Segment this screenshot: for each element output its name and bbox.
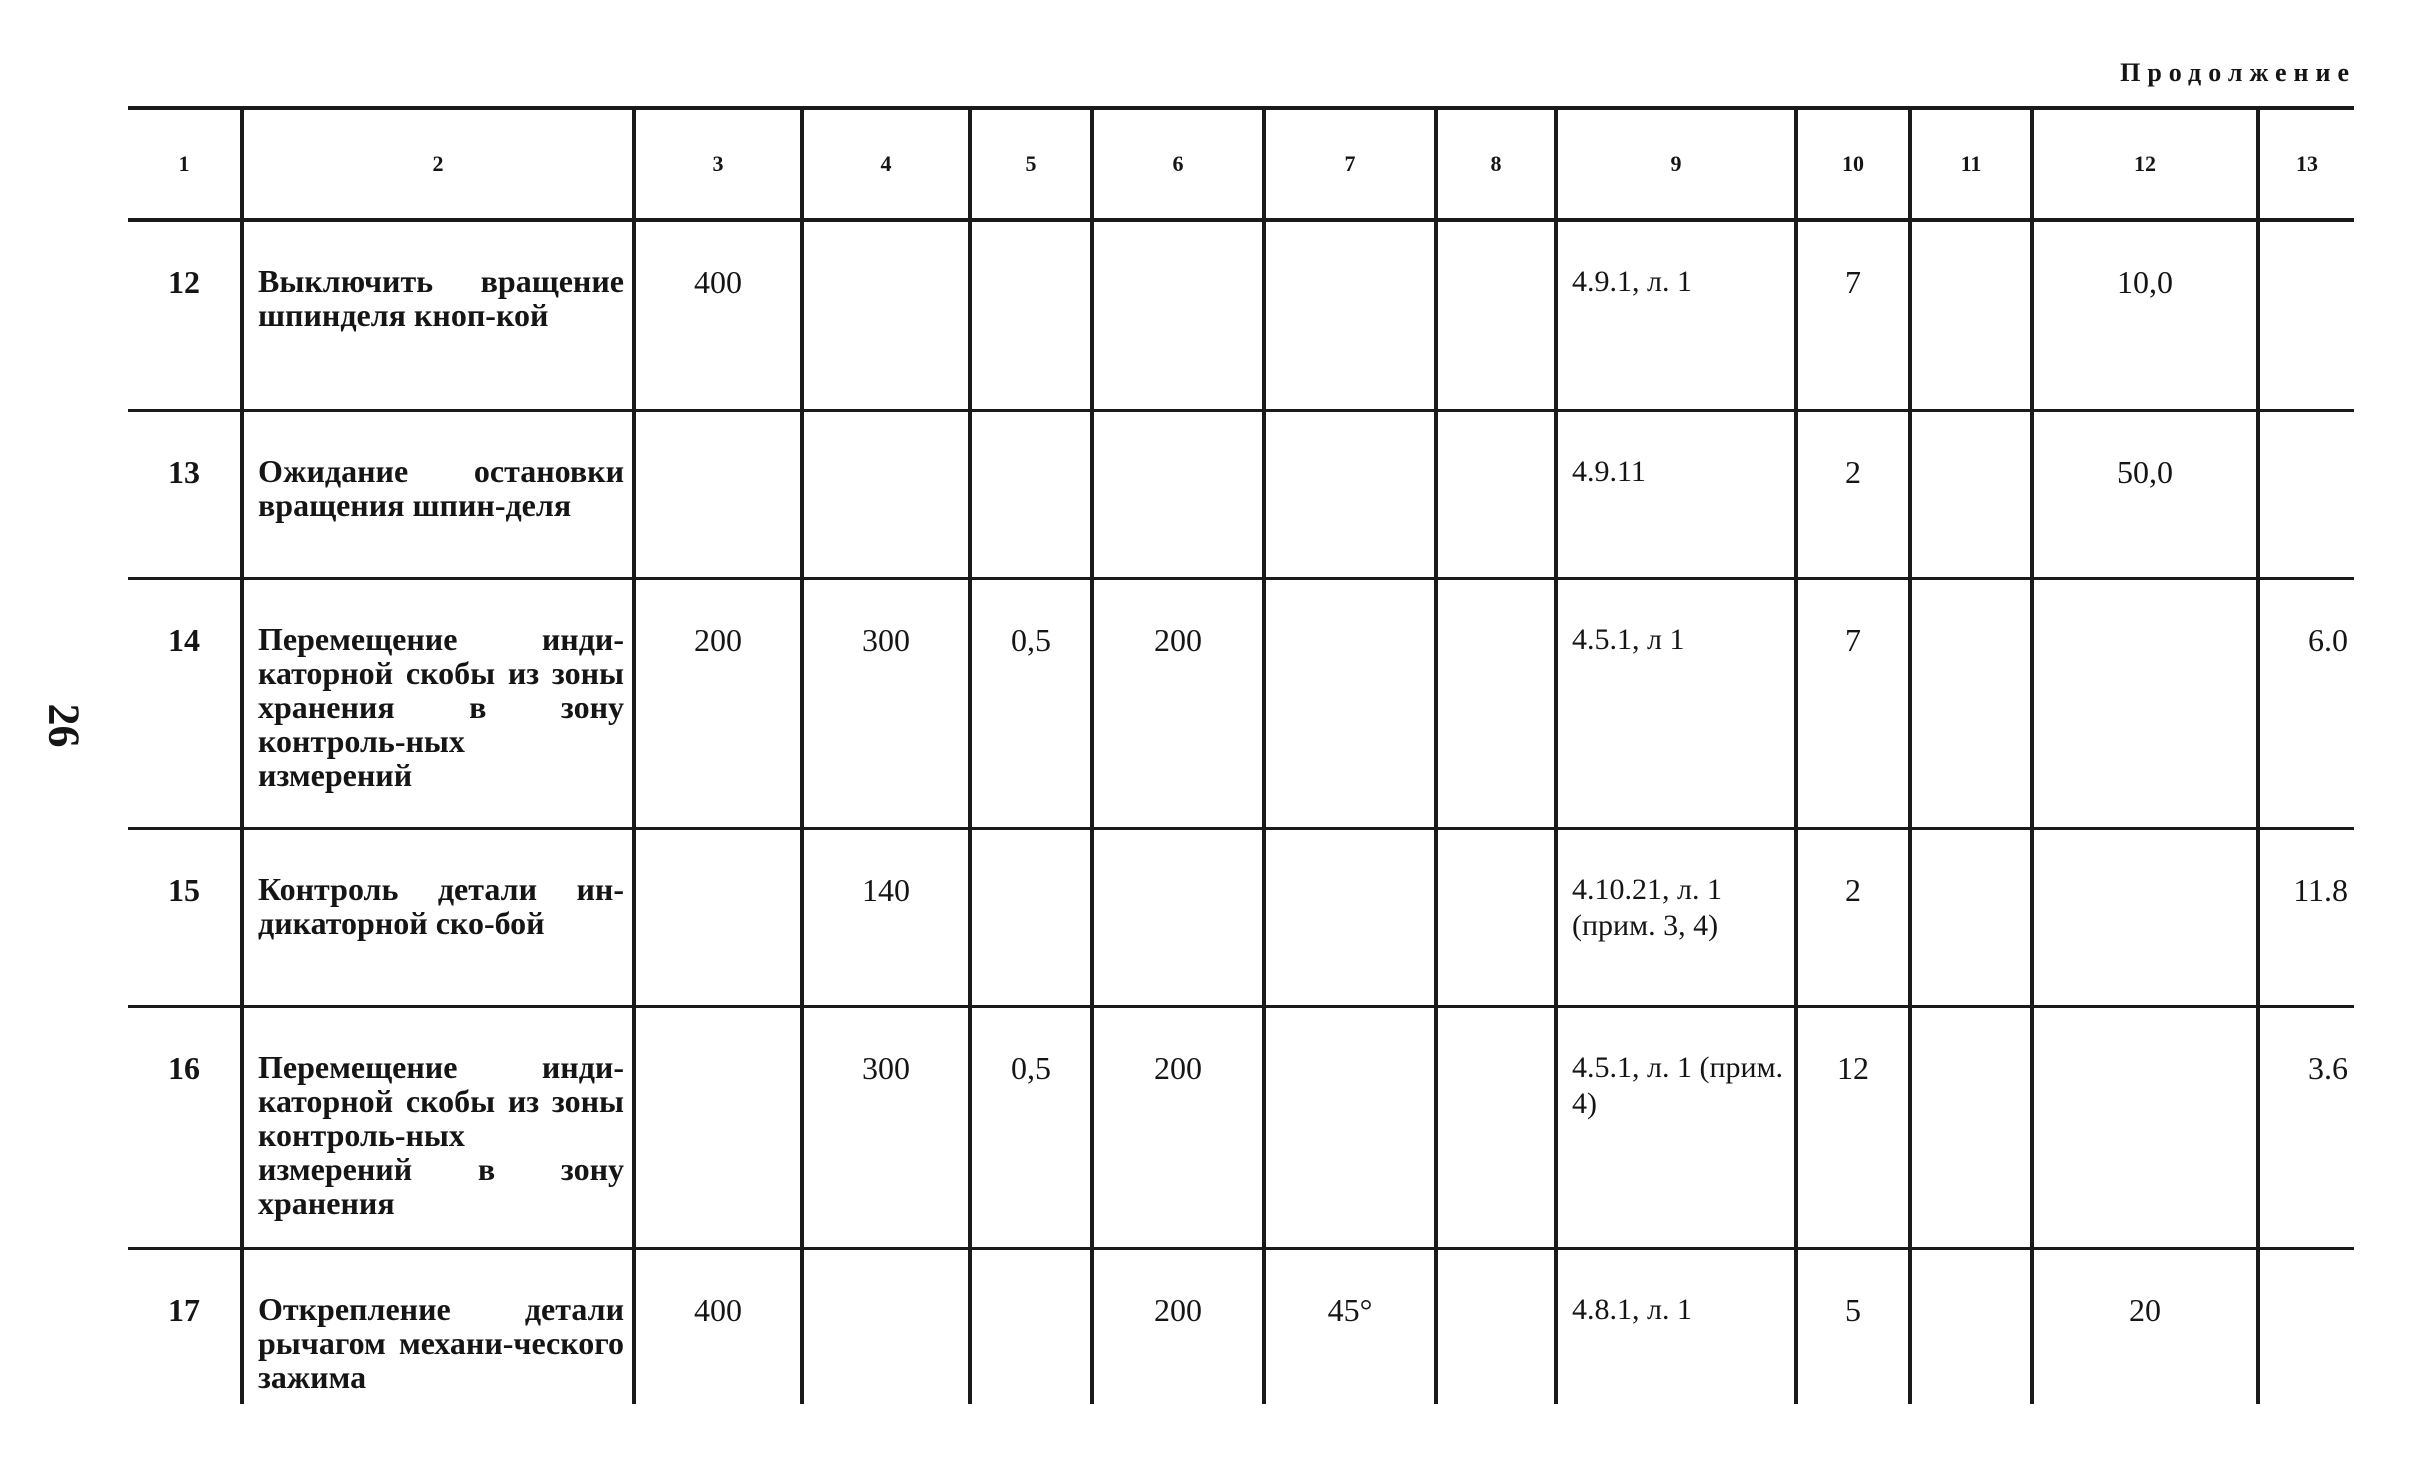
row-number: 12 <box>168 264 200 300</box>
table-cell: 45° <box>1264 1248 1436 1404</box>
row-number: 15 <box>168 871 200 908</box>
table-row <box>128 828 2354 1006</box>
table-cell <box>1264 828 1436 1006</box>
row-number: 14 <box>168 621 200 658</box>
table-cell <box>802 410 970 578</box>
table-cell <box>1436 1248 1556 1404</box>
table-cell <box>1910 1006 2032 1248</box>
table-cell <box>2258 220 2354 410</box>
page-number: 26 <box>39 703 89 748</box>
operation-description: Контроль детали ин-дикаторной ско-бой <box>242 828 634 1006</box>
table-cell: 6.0 <box>2258 578 2354 828</box>
table-cell: 0,5 <box>970 1006 1092 1248</box>
table-cell: 200 <box>1092 1006 1264 1248</box>
column-header: 1 <box>128 108 242 220</box>
operation-description: Ожидание остановки вращения шпин-деля <box>242 410 634 578</box>
row-number: 16 <box>168 1049 200 1086</box>
table-cell: 3.6 <box>2258 1006 2354 1248</box>
table-cell: 0,5 <box>970 578 1092 828</box>
table-cell: 11.8 <box>2258 828 2354 1006</box>
table-cell: 140 <box>802 828 970 1006</box>
column-header: 7 <box>1264 108 1436 220</box>
table-cell <box>802 1248 970 1404</box>
table-cell <box>1092 828 1264 1006</box>
row-number: 17 <box>168 1291 200 1328</box>
table-row <box>128 220 2354 410</box>
reference-cell: 4.8.1, л. 1 <box>1556 1248 1796 1404</box>
column-header: 3 <box>634 108 802 220</box>
table-cell: 2 <box>1796 410 1910 578</box>
column-header: 8 <box>1436 108 1556 220</box>
table-cell: 200 <box>1092 1248 1264 1404</box>
table-cell <box>1092 410 1264 578</box>
table-row <box>128 1006 2354 1248</box>
table-cell: 5 <box>1796 1248 1910 1404</box>
table-cell <box>634 828 802 1006</box>
table-cell <box>1436 828 1556 1006</box>
column-header: 13 <box>2258 108 2354 220</box>
table-cell <box>1436 410 1556 578</box>
column-header: 11 <box>1910 108 2032 220</box>
table-cell <box>1436 578 1556 828</box>
reference-cell: 4.5.1, л 1 <box>1556 578 1796 828</box>
operation-description: Перемещение инди-каторной скобы из зоны хранения в зону контроль-ных измерений <box>242 578 634 828</box>
table-cell <box>970 410 1092 578</box>
table-cell: 200 <box>1092 578 1264 828</box>
table-cell <box>1264 410 1436 578</box>
table-cell: 12 <box>1796 1006 1910 1248</box>
table-cell <box>1092 220 1264 410</box>
continuation-label: Продолжение <box>2120 58 2356 87</box>
table-cell <box>1910 220 2032 410</box>
table-cell: 10,0 <box>2032 220 2258 410</box>
table-cell: 300 <box>802 578 970 828</box>
table-row <box>128 410 2354 578</box>
table-cell <box>1436 220 1556 410</box>
reference-cell: 4.5.1, л. 1 (прим. 4) <box>1556 1006 1796 1248</box>
table-row <box>128 578 2354 828</box>
table-cell <box>970 1248 1092 1404</box>
table-cell <box>970 828 1092 1006</box>
table-cell <box>2258 1248 2354 1404</box>
table-cell <box>634 410 802 578</box>
column-header: 12 <box>2032 108 2258 220</box>
table-cell: 2 <box>1796 828 1910 1006</box>
table-cell: 300 <box>802 1006 970 1248</box>
table-row <box>128 1248 2354 1404</box>
table-cell <box>2258 410 2354 578</box>
operation-description: Перемещение инди-каторной скобы из зоны контроль-ных измерений в зону хранения <box>242 1006 634 1248</box>
table-cell <box>1264 220 1436 410</box>
column-header: 5 <box>970 108 1092 220</box>
row-number: 13 <box>168 453 200 490</box>
table-cell: 7 <box>1796 220 1910 410</box>
table-cell <box>1264 1006 1436 1248</box>
column-header: 6 <box>1092 108 1264 220</box>
data-table <box>128 106 2354 1404</box>
column-header: 4 <box>802 108 970 220</box>
column-header: 2 <box>242 108 634 220</box>
table-cell <box>1910 828 2032 1006</box>
table-cell: 400 <box>634 1248 802 1404</box>
table-cell: 200 <box>634 578 802 828</box>
table-cell <box>2032 1006 2258 1248</box>
reference-cell: 4.10.21, л. 1 (прим. 3, 4) <box>1556 828 1796 1006</box>
table-cell: 400 <box>634 220 802 410</box>
table-cell <box>1910 1248 2032 1404</box>
table-cell <box>1264 578 1436 828</box>
table-cell <box>2032 578 2258 828</box>
table-cell <box>2032 828 2258 1006</box>
header-row <box>128 108 2354 220</box>
table-cell <box>634 1006 802 1248</box>
table-cell <box>1910 578 2032 828</box>
reference-cell: 4.9.11 <box>1556 410 1796 578</box>
operation-description: Выключить вращение шпинделя кноп-кой <box>242 220 634 410</box>
column-header: 10 <box>1796 108 1910 220</box>
column-header: 9 <box>1556 108 1796 220</box>
table-cell <box>802 220 970 410</box>
operation-description: Открепление детали рычагом механи-ческого зажима <box>242 1248 634 1404</box>
table-cell: 7 <box>1796 578 1910 828</box>
table-cell <box>1910 410 2032 578</box>
table-cell <box>970 220 1092 410</box>
reference-cell: 4.9.1, л. 1 <box>1556 220 1796 410</box>
table-cell: 50,0 <box>2032 410 2258 578</box>
table-cell <box>1436 1006 1556 1248</box>
table-cell: 20 <box>2032 1248 2258 1404</box>
